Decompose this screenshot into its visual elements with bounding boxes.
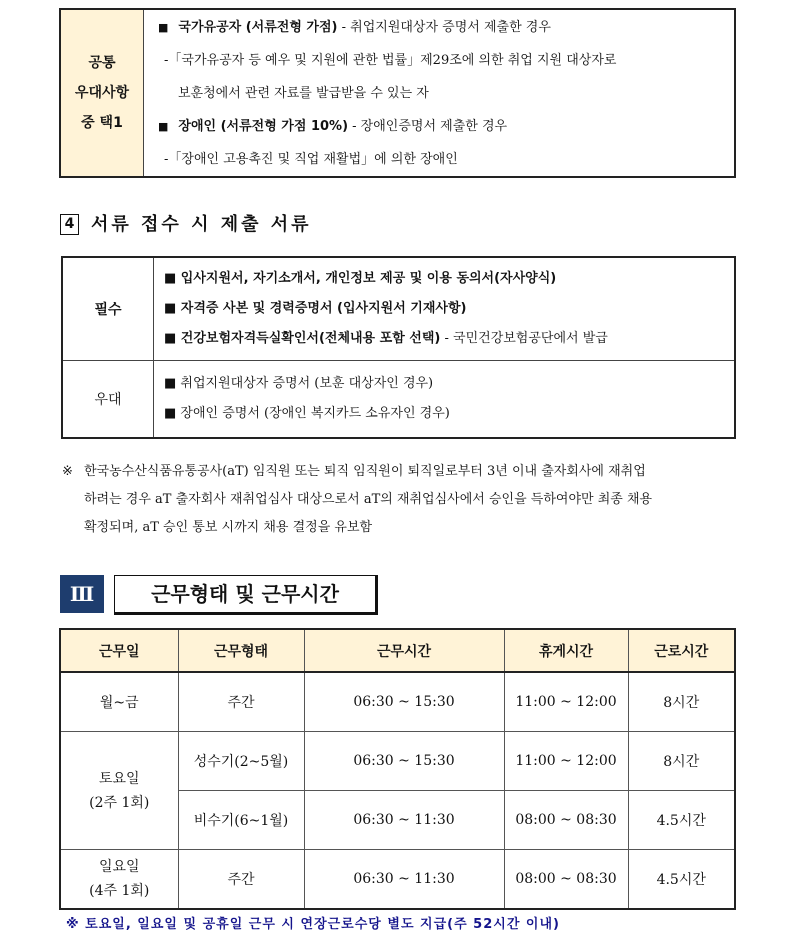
- preference-label-line: 중 택1: [81, 115, 123, 131]
- preference-table: [59, 8, 736, 178]
- preferred-item: ■ 장애인 증명서 (장애인 복지카드 소유자인 경우): [164, 406, 450, 421]
- bullet-icon: ■: [158, 20, 169, 34]
- cell-hours: 8시간: [628, 732, 735, 791]
- preference-label: [60, 9, 144, 177]
- cell-type: 비수기(6~1월): [178, 791, 304, 850]
- required-label: 필수: [62, 257, 154, 361]
- disabled-detail-1: -「장애인 고용촉진 및 직업 재활법」에 의한 장애인: [164, 151, 458, 167]
- cell-rest: 11:00 ~ 12:00: [504, 672, 628, 732]
- preference-label-line: 공통: [88, 55, 116, 71]
- day-line-2: (2주 1회): [89, 794, 150, 811]
- veteran-title: 국가유공자 (서류전형 가점): [178, 19, 338, 35]
- cell-work: 06:30 ~ 15:30: [304, 672, 504, 732]
- table-row: [60, 850, 735, 910]
- day-line-1: 일요일: [98, 859, 140, 875]
- veteran-desc: - 취업지원대상자 증명서 제출한 경우: [337, 19, 551, 35]
- required-item-title: ■ 건강보험자격득실확인서(전체내용 포함 선택): [164, 331, 441, 346]
- preference-body: [144, 9, 736, 177]
- required-item: ■ 입사지원서, 자기소개서, 개인정보 제공 및 이용 동의서(자사양식): [164, 271, 557, 286]
- note-line-3: 확정되며, aT 승인 통보 시까지 채용 결정을 유보함: [84, 520, 373, 535]
- preference-item-veteran: [158, 11, 734, 44]
- bullet-icon: ■: [158, 119, 169, 133]
- header-worktype: 근무형태: [178, 629, 304, 672]
- cell-hours: 4.5시간: [628, 850, 735, 910]
- section-4-title: 서류 접수 시 제출 서류: [91, 214, 312, 235]
- cell-work: 06:30 ~ 11:30: [304, 791, 504, 850]
- required-item: ■ 자격증 사본 및 경력증명서 (입사지원서 기재사항): [164, 301, 467, 316]
- cell-hours: 8시간: [628, 672, 735, 732]
- preferred-label: 우대: [62, 361, 154, 439]
- note-line-1: 한국농수산식품유통공사(aT) 임직원 또는 퇴직 임직원이 퇴직일로부터 3년 이내 출자회사에 재취업: [84, 464, 646, 479]
- note-mark: ※: [62, 464, 73, 479]
- cell-day: [60, 732, 178, 850]
- preferred-list: [154, 361, 736, 439]
- cell-type: 성수기(2~5월): [178, 732, 304, 791]
- overtime-footnote: ※ 토요일, 일요일 및 공휴일 근무 시 연장근로수당 별도 지급(주 52시간 이내): [66, 917, 560, 932]
- cell-work: 06:30 ~ 11:30: [304, 850, 504, 910]
- cell-work: 06:30 ~ 15:30: [304, 732, 504, 791]
- table-row: [60, 732, 735, 791]
- documents-preferred-row: [62, 361, 735, 439]
- table-row: [60, 672, 735, 732]
- day-line-1: 토요일: [98, 770, 140, 787]
- required-item: [164, 324, 734, 354]
- cell-rest: 08:00 ~ 08:30: [504, 791, 628, 850]
- cell-hours: 4.5시간: [628, 791, 735, 850]
- header-workday: 근무일: [60, 629, 178, 672]
- cell-rest: 11:00 ~ 12:00: [504, 732, 628, 791]
- reemployment-note: [62, 458, 752, 542]
- preference-item-disabled: [158, 110, 734, 143]
- cell-day: 월~금: [60, 672, 178, 732]
- disabled-title: 장애인 (서류전형 가점 10%): [178, 118, 349, 134]
- section-number-box: 4: [60, 214, 79, 235]
- work-schedule-table: [59, 628, 736, 910]
- preference-label-line: 우대사항: [74, 85, 130, 101]
- header-workhours: 근로시간: [628, 629, 735, 672]
- header-resttime: 휴게시간: [504, 629, 628, 672]
- note-line-2: 하려는 경우 aT 출자회사 재취업심사 대상으로서 aT의 재취업심사에서 승인을 득하여야만 최종 채용: [84, 492, 653, 507]
- documents-table: [61, 256, 736, 439]
- disabled-desc: - 장애인증명서 제출한 경우: [348, 118, 508, 134]
- header-worktime: 근무시간: [304, 629, 504, 672]
- section-3-title: 근무형태 및 근무시간: [114, 575, 378, 615]
- cell-type: 주간: [178, 850, 304, 910]
- cell-day: [60, 850, 178, 910]
- veteran-detail-1: -「국가유공자 등 예우 및 지원에 관한 법률」제29조에 의한 취업 지원 대상자로: [164, 52, 617, 68]
- table-header-row: [60, 629, 735, 672]
- required-item-suffix: - 국민건강보험공단에서 발급: [440, 331, 608, 346]
- documents-required-row: [62, 257, 735, 361]
- note-line: [62, 458, 752, 486]
- section-4-heading: [60, 210, 312, 236]
- preferred-item: ■ 취업지원대상자 증명서 (보훈 대상자인 경우): [164, 376, 434, 391]
- day-line-2: (4주 1회): [89, 883, 150, 899]
- cell-type: 주간: [178, 672, 304, 732]
- section-3-number-badge: Ⅲ: [60, 575, 104, 613]
- required-list: [154, 257, 736, 361]
- veteran-detail-2: 보훈청에서 관련 자료를 발급받을 수 있는 자: [178, 85, 429, 101]
- cell-rest: 08:00 ~ 08:30: [504, 850, 628, 910]
